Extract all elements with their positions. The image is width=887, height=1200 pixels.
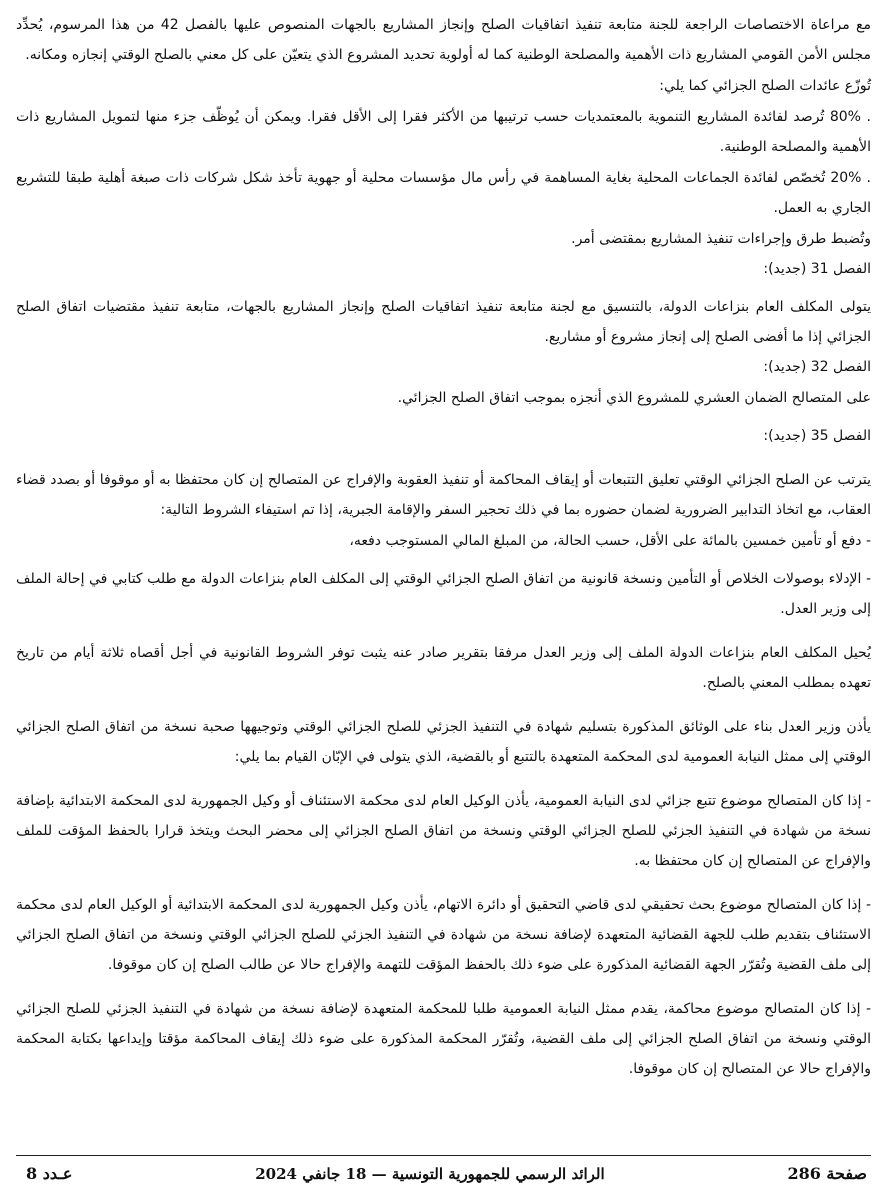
footer-page-number: صفحة 286 [787,1164,867,1183]
article-heading-31: الفصل 31 (جديد): [763,261,871,277]
footer-gazette-title: الرائد الرسمي للجمهورية التونسية — 18 جانفي 2024 [255,1165,605,1183]
condition-item-payment: - دفع أو تأمين خمسين بالمائة على الأقل، حسب الحالة، من المبلغ المالي المستوجب دفعه، [349,533,871,549]
case-item-investigation: - إذا كان المتصالح موضوع بحث تحقيقي لدى قاضي التحقيق أو دائرة الاتهام، يأذن وكيل الجمهورية لدى المحكمة الابتدائية أو الوكيل العام لدى محكمة الاستئناف بتقديم طلب للجهة القضائية المتعهدة لإضافة نسخة من شهادة في التنفيذ الجزئي للصلح الجزائي الوقتي ونسخة من اتفاق الصلح الجزائي إلى ملف القضية وتُقرّر الجهة القضائية المذكورة على ضوء ذلك بالحفظ المؤقت للتهمة والإفراج حالا عن طالب الصلح إن كان موقوفا. [16,897,871,973]
article-heading-32: الفصل 32 (جديد): [763,359,871,375]
case-item-trial: - إذا كان المتصالح موضوع محاكمة، يقدم ممثل النيابة العمومية طلبا للمحكمة المتعهدة لإضافة نسخة من شهادة في التنفيذ الجزئي للصلح الجزائي الوقتي ونسخة من اتفاق الصلح الجزائي إلى ملف القضية، وتُقرّر المحكمة المذكورة على ضوء ذلك إيقاف المحاكمة مؤقتا وإيداعها بكتابة المحكمة والإفراج حالا عن المتصالح إن كان موقوفا. [16,1001,871,1077]
condition-item-receipts: - الإدلاء بوصولات الخلاص أو التأمين ونسخة قانونية من اتفاق الصلح الجزائي الوقتي إلى المكلف العام بنزاعات الدولة مع طلب كتابي في إحالة الملف إلى وزير العدل. [16,571,871,617]
page-footer [26,1164,867,1183]
article-35-body: يترتب عن الصلح الجزائي الوقتي تعليق التتبعات أو إيقاف المحاكمة أو تنفيذ العقوبة والإفراج عن المتصالح إن كان محتفظا به أو موقوفا أو بصدد قضاء العقاب، مع اتخاذ التدابير الضرورية لضمان حضوره بما في ذلك تحجير السفر والإقامة الجبرية، إذا تم استيفاء الشروط التالية: [16,472,871,518]
paragraph-preamble: مع مراعاة الاختصاصات الراجعة للجنة متابعة تنفيذ اتفاقيات الصلح وإنجاز المشاريع بالجهات المنصوص عليها بالفصل 42 من هذا المرسوم، يُحدِّد مجلس الأمن القومي المشاريع ذات الأهمية والمصلحة الوطنية كما له أولوية تحديد المشروع الذي يتعيّن على كل معني بالصلح الوقتي إنجازه ومكانه. [16,17,871,63]
paragraph-distribution-intro: تُوزّع عائدات الصلح الجزائي كما يلي: [659,78,871,94]
paragraph-minister-authorization: يأذن وزير العدل بناء على الوثائق المذكورة بتسليم شهادة في التنفيذ الجزئي للصلح الجزائي الوقتي وتوجيهها صحبة نسخة من اتفاق الصلح الجزائي الوقتي إلى ممثل النيابة العمومية لدى المحكمة المتعهدة بالتتبع أو بالقضية، الذي يتولى في الإبّان القيام بما يلي: [16,719,871,765]
paragraph-referral: يُحيل المكلف العام بنزاعات الدولة الملف إلى وزير العدل مرفقا بتقرير صادر عنه يثبت توفر الشروط القانونية في أجل أقصاه ثلاثة أيام من تاريخ تعهده بمطلب المعني بالصلح. [16,645,871,691]
paragraph-projects-decree: وتُضبط طرق وإجراءات تنفيذ المشاريع بمقتضى أمر. [571,231,871,247]
article-31-body: يتولى المكلف العام بنزاعات الدولة، بالتنسيق مع لجنة متابعة تنفيذ اتفاقيات الصلح وإنجاز المشاريع بالجهات، متابعة تنفيذ مقتضيات اتفاق الصلح الجزائي إذا ما أفضى الصلح إلى إنجاز مشروع أو مشاريع. [16,299,871,345]
footer-divider [16,1155,871,1156]
article-heading-35: الفصل 35 (جديد): [763,428,871,444]
page-body [16,10,871,1084]
list-item-20-percent: . 20% تُخصّص لفائدة الجماعات المحلية بغاية المساهمة في رأس مال مؤسسات محلية أو جهوية تأخذ شكل شركات ذات صبغة أهلية طبقا للتشريع الجاري به العمل. [16,170,872,216]
footer-issue-number: عـدد 8 [26,1164,73,1183]
list-item-80-percent: . 80% تُرصد لفائدة المشاريع التنموية بالمعتمديات حسب ترتيبها من الأكثر فقرا إلى الأقل فقرا. ويمكن أن يُوظّف جزء منها لتمويل المشاريع ذات الأهمية والمصلحة الوطنية. [16,109,871,155]
article-32-body: على المتصالح الضمان العشري للمشروع الذي أنجزه بموجب اتفاق الصلح الجزائي. [397,390,871,406]
case-item-prosecution: - إذا كان المتصالح موضوع تتبع جزائي لدى النيابة العمومية، يأذن الوكيل العام لدى محكمة الاستئناف أو وكيل الجمهورية لدى المحكمة الابتدائية بإضافة نسخة من شهادة في التنفيذ الجزئي للصلح الجزائي الوقتي ونسخة من اتفاق الصلح الجزائي إلى محضر البحث ويتخذ قرارا بالحفظ المؤقت للملف والإفراج عن المتصالح إن كان محتفظا به. [16,793,871,869]
